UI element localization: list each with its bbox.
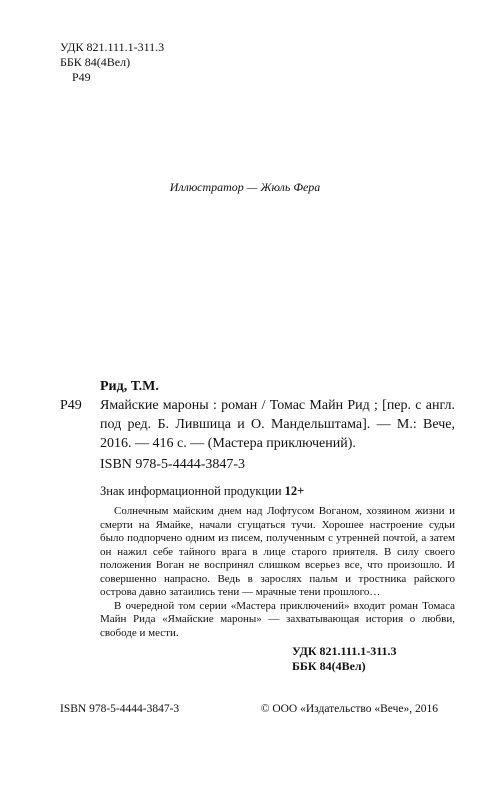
catalog-author: Рид, Т.М. — [100, 379, 159, 394]
catalog-isbn: ISBN 978-5-4444-3847-3 — [100, 457, 246, 472]
age-rating: 12+ — [284, 484, 305, 498]
catalog-record — [60, 377, 455, 474]
bbk-code: ББК 84(4Вел) — [60, 55, 131, 69]
content-sign-label: Знак информационной продукции — [100, 484, 282, 498]
author-mark: Р49 — [72, 70, 91, 84]
illustrator-credit: Иллюстратор — Жюль Фера — [169, 180, 321, 194]
copyright-notice: © ООО «Издательство «Вече», 2016 — [260, 703, 438, 715]
classification-codes — [60, 40, 164, 85]
annotation-paragraph: Солнечным майским днем над Лофтусом Воганом, хозяином жизни и смерти на Ямайке, начали сгущаться тучи. Хорошее настроение судьи было подпорчено одним из писем, полученным с утренней почтой, а затем он нажил себе тайного врага в лице старого приятеля. В силу своего положения Воган не воспринял слишком всерьез все, что произошло. И совершенно напрасно. Ведь в зарослях пальм и тростника райского острова давно затаились тени — мрачные тени прошлого… — [100, 505, 455, 598]
footer-isbn: ISBN 978-5-4444-3847-3 — [60, 703, 180, 715]
annotation-paragraph: В очередной том серии «Мастера приключений» входит роман Томаса Майн Рида «Ямайские мароны» — захватывающая история о любви, свободе и мести. — [100, 599, 455, 639]
annotation — [100, 505, 455, 640]
content-sign — [100, 484, 304, 499]
catalog-author-mark: Р49 — [60, 398, 82, 413]
udk-code-bottom: УДК 821.111.1-311.3 — [292, 644, 397, 658]
udk-code: УДК 821.111.1-311.3 — [60, 40, 165, 54]
catalog-description: Ямайские мароны : роман / Томас Майн Рид ; [пер. с англ. под ред. Б. Лившица и О. Мандельштама]. — М.: Вече, 2016. — 416 с. — (Мастера приключений). — [100, 398, 455, 451]
bbk-code-bottom: ББК 84(4Вел) — [292, 659, 366, 673]
catalog-entry — [60, 396, 455, 453]
bottom-classification-codes — [292, 644, 397, 674]
